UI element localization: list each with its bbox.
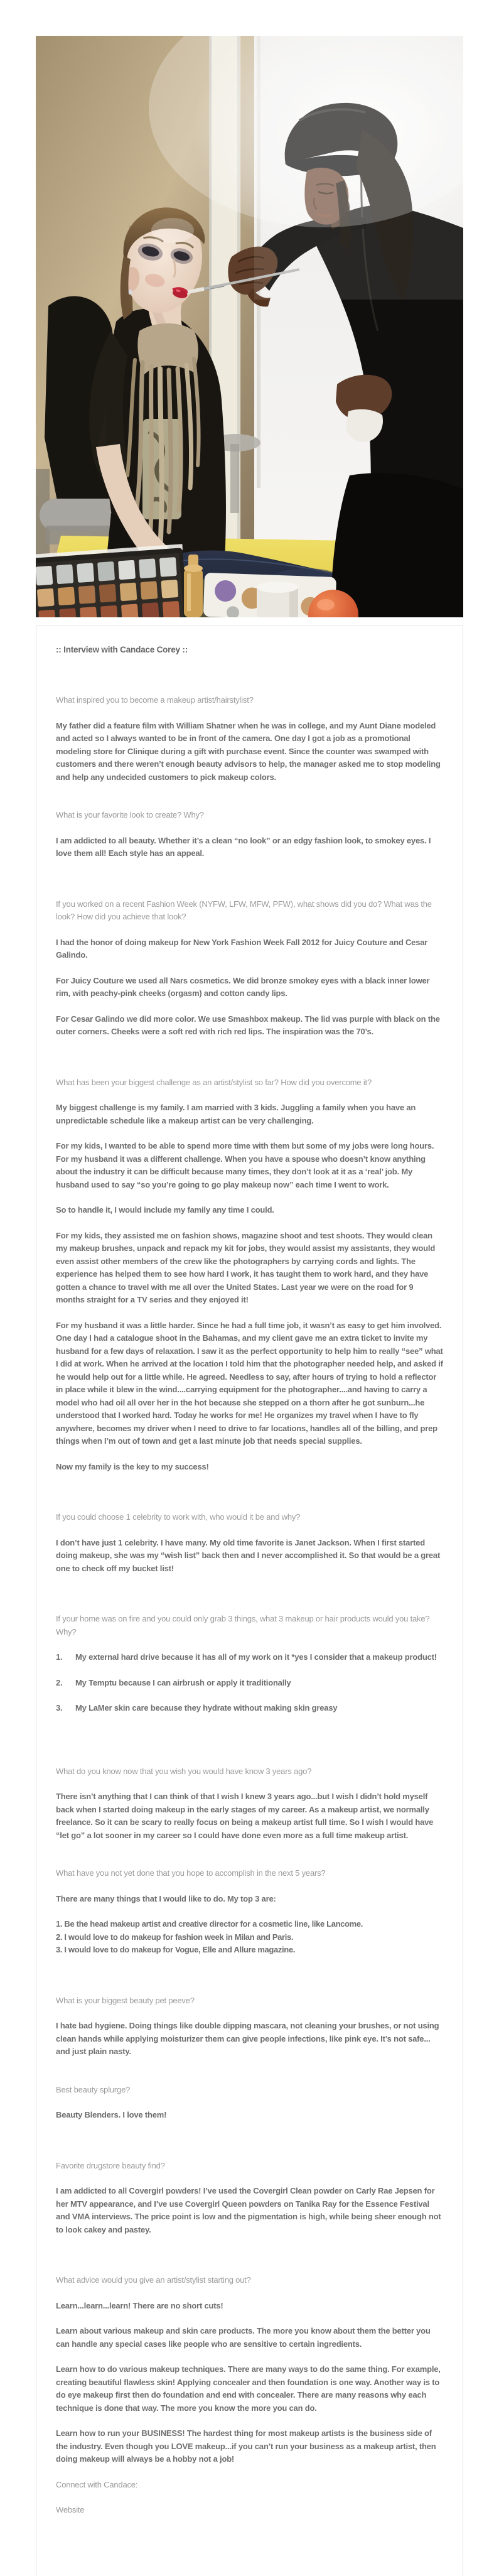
list-item: 3. I would love to do makeup for Vogue, Elle and Allure magazine.: [56, 1945, 296, 1954]
list-item-number: 2.: [56, 1677, 63, 1687]
answer-text: I had the honor of doing makeup for New York Fashion Week Fall 2012 for Juicy Couture and Cesar Galindo.: [56, 937, 428, 960]
article-title: :: Interview with Candace Corey ::: [56, 645, 188, 654]
footer-link-row: [56, 2504, 444, 2517]
list-item-text: My external hard drive because it has all of my work on it *yes I consider that a makeup product!: [75, 1652, 437, 1662]
answer-text: Learn how to do various makeup techniques. There are many ways to do the same thing. For example, creating beautiful flawless skin! Applying concealer and then foundation is one way. Another way is to do eye makeup first then do foundation and end with concealer. There are many reasons why each technique is done that way. The more you know the more you can do.: [56, 2364, 441, 2413]
answer-text: Now my family is the key to my success!: [56, 1461, 209, 1471]
article-body: [56, 694, 444, 2517]
answer-text: My father did a feature film with William Shatner when he was in college, and my Aunt Diane modeled and acted so I always wanted to be in front of the camera. One day I got a job as a promotional modeling store for Clinique during a gift with purchase event. Since the counter was swamped with customers and there weren’t enough beauty advisors to help, the manager asked me to stop modeling and help any undecided customers to pick makeup colors.: [56, 720, 441, 782]
answer-text: I am addicted to all Covergirl powders! I’ve used the Covergirl Clean powder on Carly Rae Jepsen for her MTV appearance, and I’ve use Covergirl Queen powders on Tanika Ray for the Essence Festival and VMA interviews. The price point is low and the pigmentation is high, while being sheer enough not to look cakey and pastey.: [56, 2186, 441, 2234]
list-item-text: My Temptu because I can airbrush or apply it traditionally: [75, 1677, 291, 1687]
answer-text: My biggest challenge is my family. I am married with 3 kids. Juggling a family when you have an unpredictable schedule like a makeup artist can be very challenging.: [56, 1103, 416, 1125]
answer-text: I hate bad hygiene. Doing things like double dipping mascara, not cleaning your brushes, or not using clean hands while applying moisturizer them can give people infections, like pink eye. It’s not safe... and just plain nasty.: [56, 2021, 439, 2056]
list-item: [56, 1702, 444, 1715]
question-text: Favorite drugstore beauty find?: [56, 2160, 165, 2170]
answer-text: I don’t have just 1 celebrity. I have many. My old time favorite is Janet Jackson. When I first started doing makeup, she was my “wish list” back then and I never accomplished it. So that would be a great one to check off my bucket list!: [56, 1537, 441, 1573]
photo-frame: [36, 36, 463, 617]
question-text: What has been your biggest challenge as an artist/stylist so far? How did you overcome it?: [56, 1077, 372, 1087]
list-item: 1. Be the head makeup artist and creative director for a cosmetic line, like Lancome.: [56, 1919, 363, 1929]
top3-list: [56, 1918, 444, 1957]
list-item-number: 3.: [56, 1703, 63, 1713]
answer-text: For my kids, they assisted me on fashion shows, magazine shoot and test shoots. They would clean my makeup brushes, unpack and repack my kit for jobs, they would assist my assistants, they would even assist other members of the crew like the photographers by carrying cords and lights. The experience has helped them to see how hard I work, it has taught them to work hard, and they have gotten a chance to travel with me all over the United States. Last year we were on the road for 9 months straight for a TV series and they enjoyed it!: [56, 1230, 436, 1304]
answer-text: For Cesar Galindo we did more color. We use Smashbox makeup. The lid was purple with black on the outer corners. Cheeks were a soft red with rich red lips. The inspiration was the 70’s.: [56, 1014, 440, 1036]
backstage-makeup-photo: [36, 36, 463, 617]
answer-text: There are many things that I would like to do. My top 3 are:: [56, 1893, 276, 1903]
question-text: If your home was on fire and you could only grab 3 things, what 3 makeup or hair products would you take? Why?: [56, 1614, 430, 1637]
list-item-number: 1.: [56, 1652, 63, 1662]
footer-connect: Connect with Candace:: [56, 2479, 138, 2489]
question-text: If you worked on a recent Fashion Week (NYFW, LFW, MFW, PFW), what shows did you do? What was the look? How did you achieve that look?: [56, 899, 432, 921]
answer-text: I am addicted to all beauty. Whether it’s a clean “no look” or an edgy fashion look, to smokey eyes. I love them all! Each style has an appeal.: [56, 835, 431, 858]
answer-text: For my husband it was a little harder. Since he had a full time job, it wasn’t as easy to get him involved. One day I had a catalogue shoot in the Bahamas, and my client gave me an extra ticket to invite my husband for a few days of relaxation. I saw it as the perfect opportunity to help him to really “see” what I did at work. When he arrived at the location I told him that the photographer needed help, and asked if he would help out for a little while. He agreed. Needless to say, after hours of trying to hold a reflector in place while it blew in the wind....carrying equipment for the photographer....and having to carry a model who had oil all over her in the hot because she stepped on a thorn after he got sunburn...he understood that I worked hard. Today he works for me! He organizes my travel when I have to fly anywhere, becomes my driver when I need to drive to far locations, handles all of the billing, and prep things when I’m out of town and get a last minute job that needs special supplies.: [56, 1320, 443, 1446]
page: [0, 36, 499, 2576]
list-item: 2. I would love to do makeup for fashion week in Milan and Paris.: [56, 1932, 294, 1942]
list-item-text: My LaMer skin care because they hydrate without making skin greasy: [75, 1703, 338, 1713]
question-text: What advice would you give an artist/stylist starting out?: [56, 2275, 251, 2285]
question-text: What do you know now that you wish you would have know 3 years ago?: [56, 1766, 312, 1776]
question-text: If you could choose 1 celebrity to work with, who would it be and why?: [56, 1512, 301, 1522]
answer-text: For Juicy Couture we used all Nars cosmetics. We did bronze smokey eyes with a black inner lower rim, with peachy-pink cheeks (orgasm) and cotton candy lips.: [56, 975, 430, 998]
question-text: What is your favorite look to create? Why?: [56, 810, 204, 820]
answer-text: Learn how to run your BUSINESS! The hardest thing for most makeup artists is the business side of the industry. Even though you LOVE makeup...if you can’t run your business as a makeup artist, then doing makeup will always be a hobby not a job!: [56, 2428, 436, 2464]
answer-text: Learn about various makeup and skin care products. The more you know about them the better you can handle any special cases like people who are sensitive to certain ingredients.: [56, 2326, 431, 2349]
answer-text: Beauty Blenders. I love them!: [56, 2110, 167, 2119]
answer-text: So to handle it, I would include my family any time I could.: [56, 1205, 274, 1215]
question-text: Best beauty splurge?: [56, 2084, 131, 2094]
list-item: [56, 1651, 444, 1664]
question-text: What is your biggest beauty pet peeve?: [56, 1995, 195, 2005]
answer-text: There isn’t anything that I can think of that I wish I knew 3 years ago...but I wish I didn’t hold myself back when I started doing makeup in the early stages of my career. As a makeup artist, we normally freelance. So it can be scary to really focus on being a makeup artist full time. So I wish I would have “let go” a lot sooner in my career so I could have done even more as a full time makeup artist.: [56, 1792, 434, 1840]
list-item: [56, 1677, 444, 1690]
question-text: What have you not yet done that you hope to accomplish in the next 5 years?: [56, 1868, 326, 1878]
answer-text: For my kids, I wanted to be able to spend more time with them but some of my jobs were long hours. For my husband it was a different challenge. When you have a spouse who doesn’t know anything about the industry it can be difficult because many times, they don’t look at it as a ‘real’ job. My husband used to say “so you’re going to go play makeup now” each time I went to work.: [56, 1141, 434, 1189]
answer-text: Learn...learn...learn! There are no short cuts!: [56, 2300, 223, 2310]
website-link[interactable]: Website: [56, 2505, 85, 2514]
article-card: [36, 625, 463, 2576]
question-text: What inspired you to become a makeup artist/hairstylist?: [56, 695, 254, 705]
